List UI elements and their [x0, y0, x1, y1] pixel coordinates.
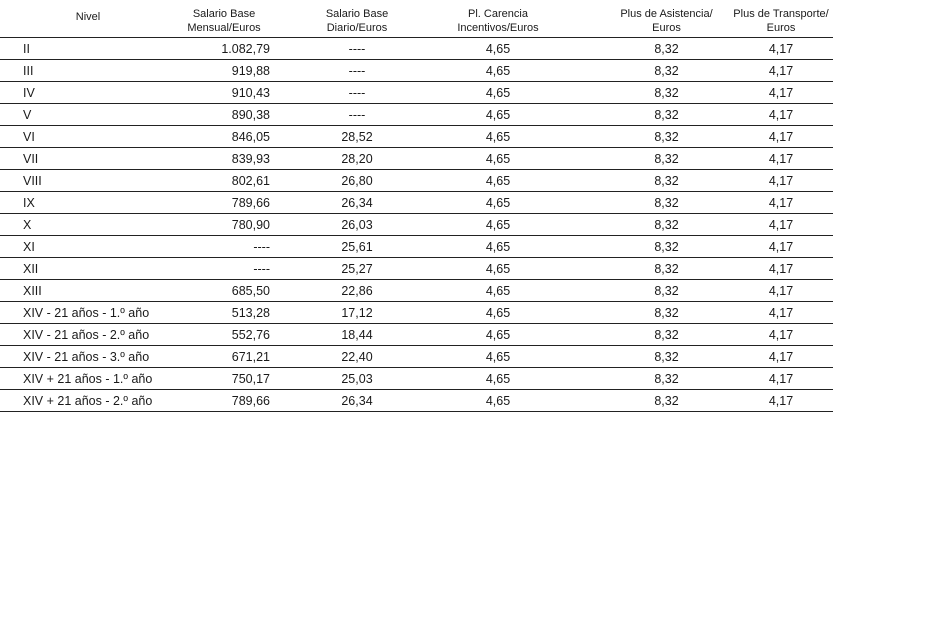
cell-nivel: XIV - 21 años - 3.º año	[0, 346, 176, 368]
cell-salario-mensual: ----	[176, 236, 272, 258]
cell-transporte: 4,17	[719, 192, 833, 214]
cell-transporte: 4,17	[719, 60, 833, 82]
cell-asistencia: 8,32	[554, 104, 719, 126]
cell-carencia: 4,65	[442, 258, 554, 280]
table-row	[0, 324, 833, 346]
cell-nivel: XIII	[0, 280, 176, 302]
cell-nivel: XIV + 21 años - 2.º año	[0, 390, 176, 412]
table-row	[0, 192, 833, 214]
cell-carencia: 4,65	[442, 126, 554, 148]
cell-salario-diario: 26,80	[272, 170, 442, 192]
cell-carencia: 4,65	[442, 82, 554, 104]
cell-salario-mensual: 839,93	[176, 148, 272, 170]
cell-carencia: 4,65	[442, 214, 554, 236]
cell-salario-mensual: 910,43	[176, 82, 272, 104]
cell-transporte: 4,17	[719, 214, 833, 236]
cell-salario-mensual: 802,61	[176, 170, 272, 192]
cell-salario-diario: 25,27	[272, 258, 442, 280]
cell-nivel: VII	[0, 148, 176, 170]
header-line: Diario/Euros	[326, 21, 388, 34]
cell-salario-mensual: ----	[176, 258, 272, 280]
cell-carencia: 4,65	[442, 280, 554, 302]
cell-transporte: 4,17	[719, 126, 833, 148]
cell-asistencia: 8,32	[554, 302, 719, 324]
cell-salario-diario: 26,34	[272, 390, 442, 412]
cell-salario-diario: ----	[272, 60, 442, 82]
cell-asistencia: 8,32	[554, 236, 719, 258]
cell-nivel: XIV - 21 años - 2.º año	[0, 324, 176, 346]
cell-asistencia: 8,32	[554, 170, 719, 192]
cell-asistencia: 8,32	[554, 346, 719, 368]
cell-nivel: XI	[0, 236, 176, 258]
cell-carencia: 4,65	[442, 368, 554, 390]
cell-salario-diario: 17,12	[272, 302, 442, 324]
table-row	[0, 346, 833, 368]
cell-salario-mensual: 750,17	[176, 368, 272, 390]
header-line: Euros	[652, 21, 681, 34]
cell-salario-diario: ----	[272, 38, 442, 60]
cell-transporte: 4,17	[719, 346, 833, 368]
cell-carencia: 4,65	[442, 38, 554, 60]
cell-asistencia: 8,32	[554, 368, 719, 390]
cell-transporte: 4,17	[719, 148, 833, 170]
salary-table-container	[0, 4, 833, 412]
cell-nivel: XIV + 21 años - 1.º año	[0, 368, 176, 390]
cell-asistencia: 8,32	[554, 148, 719, 170]
cell-asistencia: 8,32	[554, 324, 719, 346]
cell-transporte: 4,17	[719, 38, 833, 60]
table-row	[0, 126, 833, 148]
cell-salario-diario: 26,34	[272, 192, 442, 214]
header-line: Mensual/Euros	[187, 21, 261, 34]
cell-salario-mensual: 685,50	[176, 280, 272, 302]
header-plus-transporte	[719, 4, 833, 38]
table-row	[0, 170, 833, 192]
cell-nivel: II	[0, 38, 176, 60]
cell-nivel: IV	[0, 82, 176, 104]
cell-carencia: 4,65	[442, 170, 554, 192]
cell-salario-mensual: 890,38	[176, 104, 272, 126]
cell-salario-mensual: 846,05	[176, 126, 272, 148]
table-row	[0, 38, 833, 60]
table-row	[0, 368, 833, 390]
cell-salario-diario: 25,61	[272, 236, 442, 258]
cell-asistencia: 8,32	[554, 82, 719, 104]
cell-nivel: IX	[0, 192, 176, 214]
cell-nivel: V	[0, 104, 176, 126]
cell-salario-diario: 28,52	[272, 126, 442, 148]
cell-transporte: 4,17	[719, 368, 833, 390]
table-row	[0, 258, 833, 280]
cell-salario-diario: 22,86	[272, 280, 442, 302]
cell-transporte: 4,17	[719, 236, 833, 258]
cell-salario-mensual: 789,66	[176, 192, 272, 214]
cell-nivel: VI	[0, 126, 176, 148]
cell-salario-diario: 28,20	[272, 148, 442, 170]
header-line: Salario Base	[325, 7, 389, 20]
cell-asistencia: 8,32	[554, 60, 719, 82]
cell-transporte: 4,17	[719, 170, 833, 192]
cell-asistencia: 8,32	[554, 258, 719, 280]
salary-table	[0, 4, 833, 412]
cell-nivel: XIV - 21 años - 1.º año	[0, 302, 176, 324]
header-nivel-label: Nivel	[75, 11, 101, 23]
cell-salario-mensual: 552,76	[176, 324, 272, 346]
table-row	[0, 236, 833, 258]
cell-salario-mensual: 780,90	[176, 214, 272, 236]
cell-asistencia: 8,32	[554, 280, 719, 302]
cell-salario-diario: 18,44	[272, 324, 442, 346]
cell-salario-mensual: 513,28	[176, 302, 272, 324]
cell-salario-diario: ----	[272, 104, 442, 126]
cell-salario-diario: ----	[272, 82, 442, 104]
cell-nivel: III	[0, 60, 176, 82]
cell-transporte: 4,17	[719, 104, 833, 126]
cell-asistencia: 8,32	[554, 126, 719, 148]
table-row	[0, 280, 833, 302]
cell-salario-mensual: 919,88	[176, 60, 272, 82]
cell-salario-mensual: 789,66	[176, 390, 272, 412]
header-line: Plus de Transporte/	[733, 7, 829, 20]
table-row	[0, 60, 833, 82]
cell-transporte: 4,17	[719, 258, 833, 280]
cell-carencia: 4,65	[442, 104, 554, 126]
table-row	[0, 82, 833, 104]
cell-transporte: 4,17	[719, 280, 833, 302]
cell-carencia: 4,65	[442, 148, 554, 170]
header-line: Salario Base	[192, 7, 256, 20]
header-carencia-incentivos	[442, 4, 554, 38]
cell-transporte: 4,17	[719, 302, 833, 324]
cell-carencia: 4,65	[442, 390, 554, 412]
cell-transporte: 4,17	[719, 324, 833, 346]
header-line: Pl. Carencia	[468, 7, 528, 20]
cell-carencia: 4,65	[442, 236, 554, 258]
table-row	[0, 390, 833, 412]
cell-asistencia: 8,32	[554, 390, 719, 412]
cell-asistencia: 8,32	[554, 192, 719, 214]
cell-salario-diario: 22,40	[272, 346, 442, 368]
table-row	[0, 104, 833, 126]
header-line: Euros	[766, 21, 796, 34]
cell-transporte: 4,17	[719, 82, 833, 104]
cell-nivel: XII	[0, 258, 176, 280]
header-salario-diario	[272, 4, 442, 38]
table-header-row	[0, 4, 833, 38]
cell-asistencia: 8,32	[554, 214, 719, 236]
header-line: Plus de Asistencia/	[620, 7, 713, 20]
table-body	[0, 38, 833, 412]
table-row	[0, 214, 833, 236]
cell-nivel: X	[0, 214, 176, 236]
cell-carencia: 4,65	[442, 192, 554, 214]
header-plus-asistencia	[554, 4, 719, 38]
header-nivel	[0, 4, 176, 38]
header-salario-mensual	[176, 4, 272, 38]
table-row	[0, 148, 833, 170]
cell-carencia: 4,65	[442, 324, 554, 346]
cell-nivel: VIII	[0, 170, 176, 192]
cell-salario-diario: 26,03	[272, 214, 442, 236]
header-line: Incentivos/Euros	[457, 21, 539, 34]
cell-salario-diario: 25,03	[272, 368, 442, 390]
cell-transporte: 4,17	[719, 390, 833, 412]
cell-salario-mensual: 1.082,79	[176, 38, 272, 60]
cell-carencia: 4,65	[442, 302, 554, 324]
cell-asistencia: 8,32	[554, 38, 719, 60]
cell-carencia: 4,65	[442, 346, 554, 368]
cell-salario-mensual: 671,21	[176, 346, 272, 368]
table-row	[0, 302, 833, 324]
cell-carencia: 4,65	[442, 60, 554, 82]
